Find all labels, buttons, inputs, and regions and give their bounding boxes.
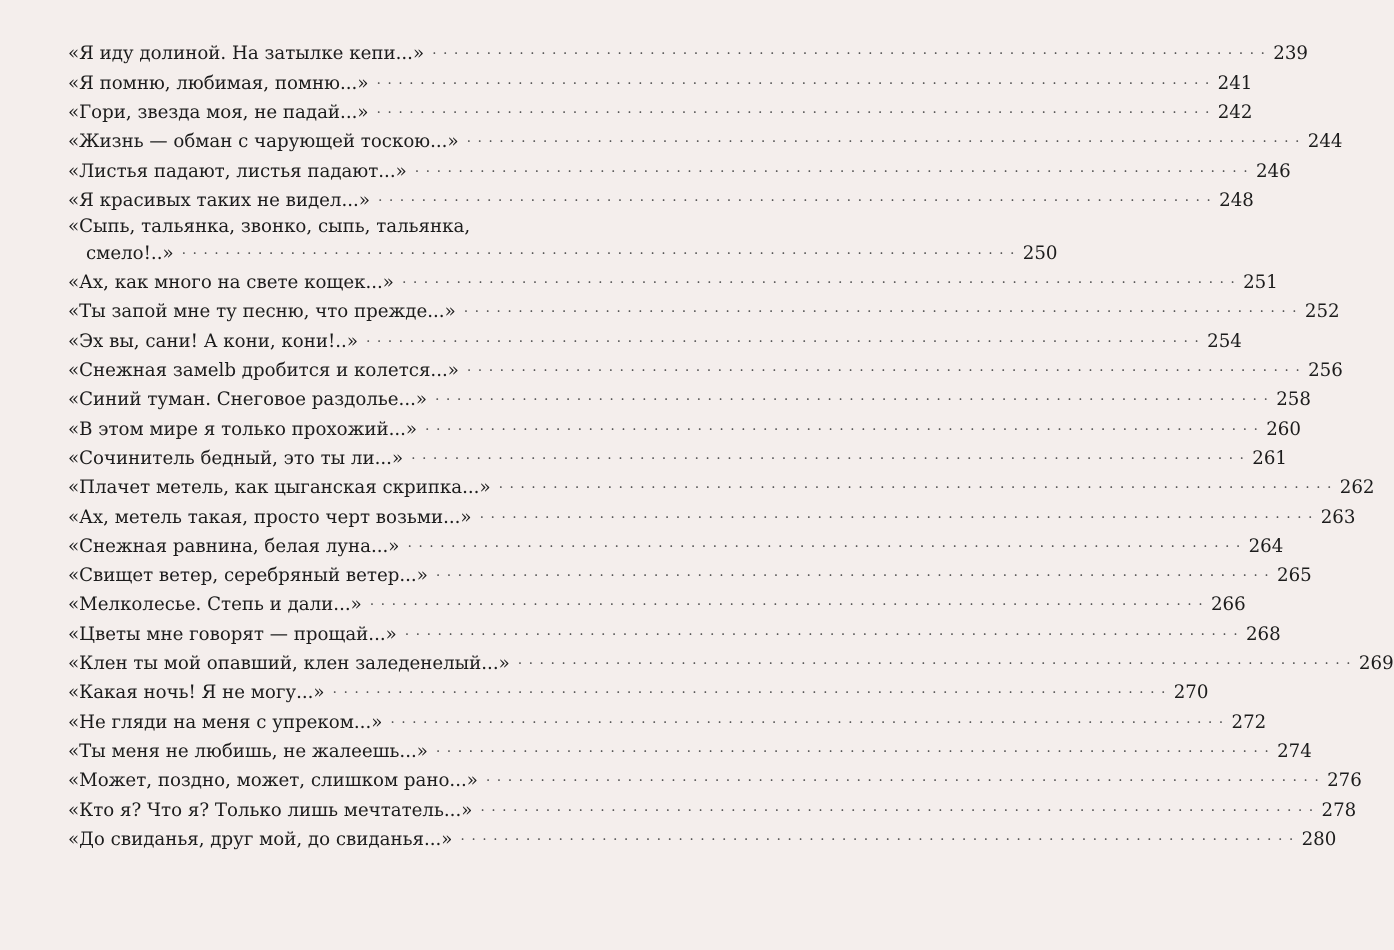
toc-entry-page: 278 [1321,799,1357,821]
toc-entry [68,411,1301,440]
toc-entry-page: 280 [1301,828,1337,850]
toc-entry [68,558,1312,587]
toc-entry-title: «Может, поздно, может, слишком рано...» [68,770,478,792]
toc-entry-title: «Снежная равнина, белая луна...» [68,535,400,557]
dot-leader [480,503,1314,524]
dot-leader [467,356,1301,377]
toc-entry [68,821,1337,850]
dot-leader [464,297,1298,318]
toc-entry [68,153,1291,182]
toc-entry-title: «Сочинитель бедный, это ты ли...» [68,447,404,469]
toc-entry-page: 256 [1308,360,1343,382]
toc-entry [68,65,1253,94]
toc-entry-title: «Клен ты мой опавший, клен заледенелый...» [68,653,510,675]
toc-entry-page: 252 [1304,301,1340,323]
dot-leader [378,186,1212,207]
toc-entry [68,182,1254,211]
dot-leader [415,157,1249,178]
toc-entry-title: «До свиданья, друг мой, до свиданья...» [68,828,453,850]
dot-leader [425,415,1259,436]
toc-entry [68,792,1357,821]
toc-entry [68,294,1340,323]
toc-entry-title: «Гори, звезда моя, не падай...» [68,101,369,123]
dot-leader [407,532,1241,553]
toc-entry-title: «Не гляди на меня с упреком...» [68,711,383,733]
toc-entry-title: «Ты запой мне ту песню, что прежде...» [68,301,456,323]
toc-entry-first-line [68,212,560,238]
dot-leader [460,825,1294,846]
toc-entry [68,36,1308,65]
toc-entry-page: 263 [1320,506,1356,528]
toc-entry-title: «Жизнь — обман с чарующей тоскою...» [68,131,459,153]
dot-leader [499,473,1333,494]
toc-entry-page: 251 [1243,272,1278,294]
toc-entry-title: «Свищет ветер, серебряный ветер...» [68,565,428,587]
toc-entry-page: 262 [1339,477,1375,499]
toc-entry-title: «Синий туман. Снеговое раздолье...» [68,389,428,411]
dot-leader [366,327,1200,348]
toc-entry-page: 258 [1276,389,1311,411]
toc-entry-title: «Снежная замеlb дробится и колется...» [68,360,459,382]
toc-entry-page: 265 [1277,565,1312,587]
toc-entry [68,265,1278,294]
dot-leader [436,561,1270,582]
toc-entry-title: «Цветы мне говорят — прощай...» [68,623,397,645]
toc-entry-page: 241 [1217,72,1253,94]
table-of-contents [68,36,1394,851]
toc-entry-title: «Мелколесье. Степь и дали...» [68,594,362,616]
toc-entry-page: 266 [1210,594,1246,616]
toc-entry [68,124,1343,153]
dot-leader [370,590,1204,611]
dot-leader [480,796,1314,817]
toc-entry [68,734,1312,763]
toc-entry-page: 272 [1231,711,1267,733]
dot-leader [333,678,1167,699]
toc-entry-title: «Плачет метель, как цыганская скрипка...» [68,477,491,499]
toc-entry [68,704,1267,733]
toc-entry-page: 246 [1255,160,1291,182]
toc-entry [68,238,1058,265]
dot-leader [182,239,1016,260]
toc-entry-page: 270 [1173,682,1209,704]
toc-entry [68,353,1343,382]
dot-leader [436,737,1270,758]
toc-entry-title: «Ты меня не любишь, не жалеешь...» [68,740,428,762]
toc-entry [68,616,1281,645]
toc-entry-title: «Я иду долиной. На затылке кепи...» [68,43,425,65]
toc-entry-title: «Какая ночь! Я не могу...» [68,682,325,704]
toc-entry [68,441,1287,470]
toc-entry-title: «Я помню, любимая, помню...» [68,72,369,94]
toc-entry-title: «Я красивых таких не видел...» [68,189,370,211]
toc-entry-page: 269 [1358,653,1394,675]
toc-entry-title: «Ах, метель такая, просто черт возьми...» [68,506,472,528]
toc-entry-page: 261 [1252,447,1287,469]
toc-entry-title: «Кто я? Что я? Только лишь мечтатель...» [68,799,473,821]
toc-entry-page: 242 [1217,101,1253,123]
toc-entry-page: 239 [1273,43,1308,65]
toc-entry-title: «Сыпь, тальянка, звонко, сыпь, тальянка, [68,215,471,237]
toc-entry-page: 276 [1327,770,1362,792]
toc-entry-page: 260 [1266,418,1301,440]
toc-entry-title: «Листья падают, листья падают...» [68,160,407,182]
toc-entry [68,528,1284,557]
toc-entry-page: 264 [1248,535,1284,557]
toc-entry-page: 248 [1219,189,1254,211]
dot-leader [390,708,1224,729]
toc-entry [68,499,1356,528]
toc-entry-page: 274 [1277,740,1312,762]
toc-entry-page: 254 [1207,330,1242,352]
toc-entry-page: 250 [1022,242,1058,264]
dot-leader [467,127,1301,148]
toc-entry-page: 268 [1245,623,1281,645]
toc-entry [68,323,1242,352]
toc-entry-title: «В этом мире я только прохожий...» [68,418,418,440]
dot-leader [405,620,1239,641]
dot-leader [435,385,1269,406]
dot-leader [518,649,1352,670]
toc-entry [68,646,1394,675]
toc-entry [68,587,1246,616]
dot-leader [411,444,1245,465]
toc-entry [68,382,1311,411]
toc-entry [68,470,1375,499]
dot-leader [377,98,1211,119]
toc-entry [68,95,1253,124]
toc-entry-page: 244 [1307,131,1343,153]
dot-leader [376,69,1210,90]
toc-entry [68,763,1362,792]
dot-leader [402,268,1236,289]
dot-leader [486,766,1320,787]
toc-entry [68,675,1209,704]
toc-entry-title: «Эх вы, сани! А кони, кони!..» [68,330,358,352]
toc-entry-title: «Ах, как много на свете кощек...» [68,272,394,294]
toc-entry-continuation: смело!..» [86,242,174,264]
dot-leader [432,39,1266,60]
